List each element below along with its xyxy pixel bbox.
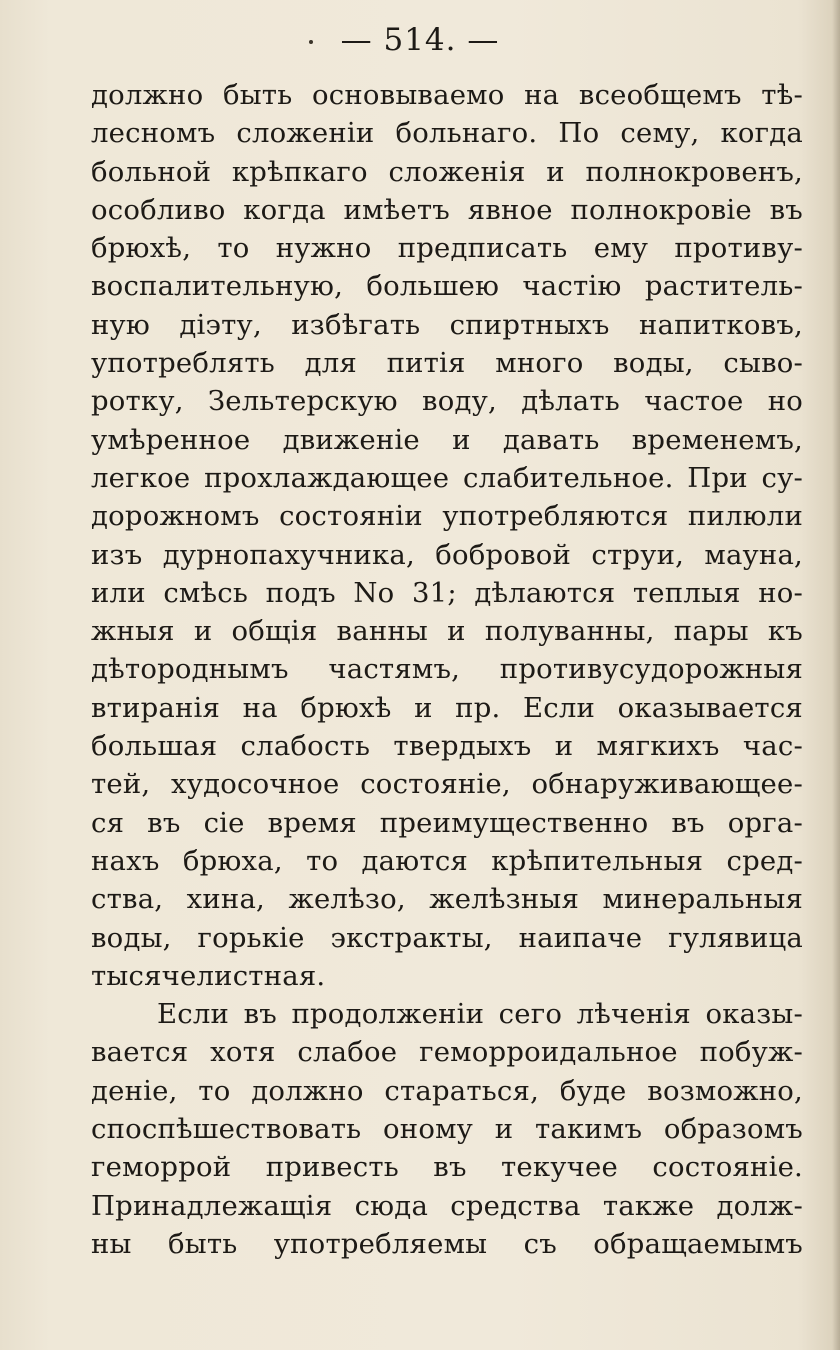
text-line: втиранія на брюхѣ и пр. Если оказывается [91,691,803,724]
text-line: жныя и общія ванны и полуванны, пары къ [91,615,803,648]
text-line: больной крѣпкаго сложенія и полнокровенъ, [91,155,803,188]
text-line: дорожномъ состояніи употребляются пилюли [91,500,803,533]
page-number: — 514. — [340,22,500,58]
text-line: брюхѣ, то нужно предписать ему противу- [91,232,803,265]
text-line: или смѣсь подъ No 31; дѣлаются теплыя но- [91,576,803,609]
text-line: воспалительную, большею частію раститель- [91,270,803,303]
text-line: ся въ сіе время преимущественно въ орга- [91,806,803,839]
text-line: деніе, то должно стараться, буде возможно, [91,1074,803,1107]
paragraph-end-line: тысячелистная. [91,959,326,992]
text-line: Принадлежащія сюда средства также долж- [91,1189,803,1222]
text-line: должно быть основываемо на всеобщемъ тѣ- [91,79,803,111]
text-line: ства, хина, желѣзо, желѣзныя минеральныя [91,883,803,916]
text-line: лесномъ сложеніи больнаго. По сему, когда [91,117,803,150]
text-line: изъ дурнопахучника, бобровой струи, мауна, [91,538,803,571]
text-line: ны быть употребляемы съ обращаемымъ [91,1227,803,1260]
text-line: ную діэту, избѣгать спиртныхъ напитковъ, [91,308,803,341]
text-line: большая слабость твердыхъ и мягкихъ час- [91,730,803,763]
text-line: воды, горькіе экстракты, наипаче гулявица [91,921,803,954]
text-line: употреблять для питія много воды, сыво- [91,347,803,380]
paragraph-start-line: Если въ продолженіи сего лѣченія оказы- [157,998,803,1031]
body-text [91,76,803,1263]
page-edge-shadow [832,0,840,1350]
text-line: вается хотя слабое геморроидальное побуж- [91,1036,803,1069]
text-line: нахъ брюха, то даются крѣпительныя сред- [91,844,803,877]
text-line: легкое прохлаждающее слабительное. При су- [91,461,803,494]
text-line: ротку, Зельтерскую воду, дѣлать частое но [91,385,803,418]
text-line: тей, худосочное состояніе, обнаруживающее- [91,768,803,801]
text-line: умѣренное движеніе и давать временемъ, [91,423,803,456]
text-line: споспѣшествовать оному и такимъ образомъ [91,1113,803,1146]
text-line: особливо когда имѣетъ явное полнокровіе въ [91,193,803,226]
text-line: дѣтороднымъ частямъ, противусудорожныя [91,653,803,686]
text-line: геморрой привесть въ текучее состояніе. [91,1151,803,1184]
